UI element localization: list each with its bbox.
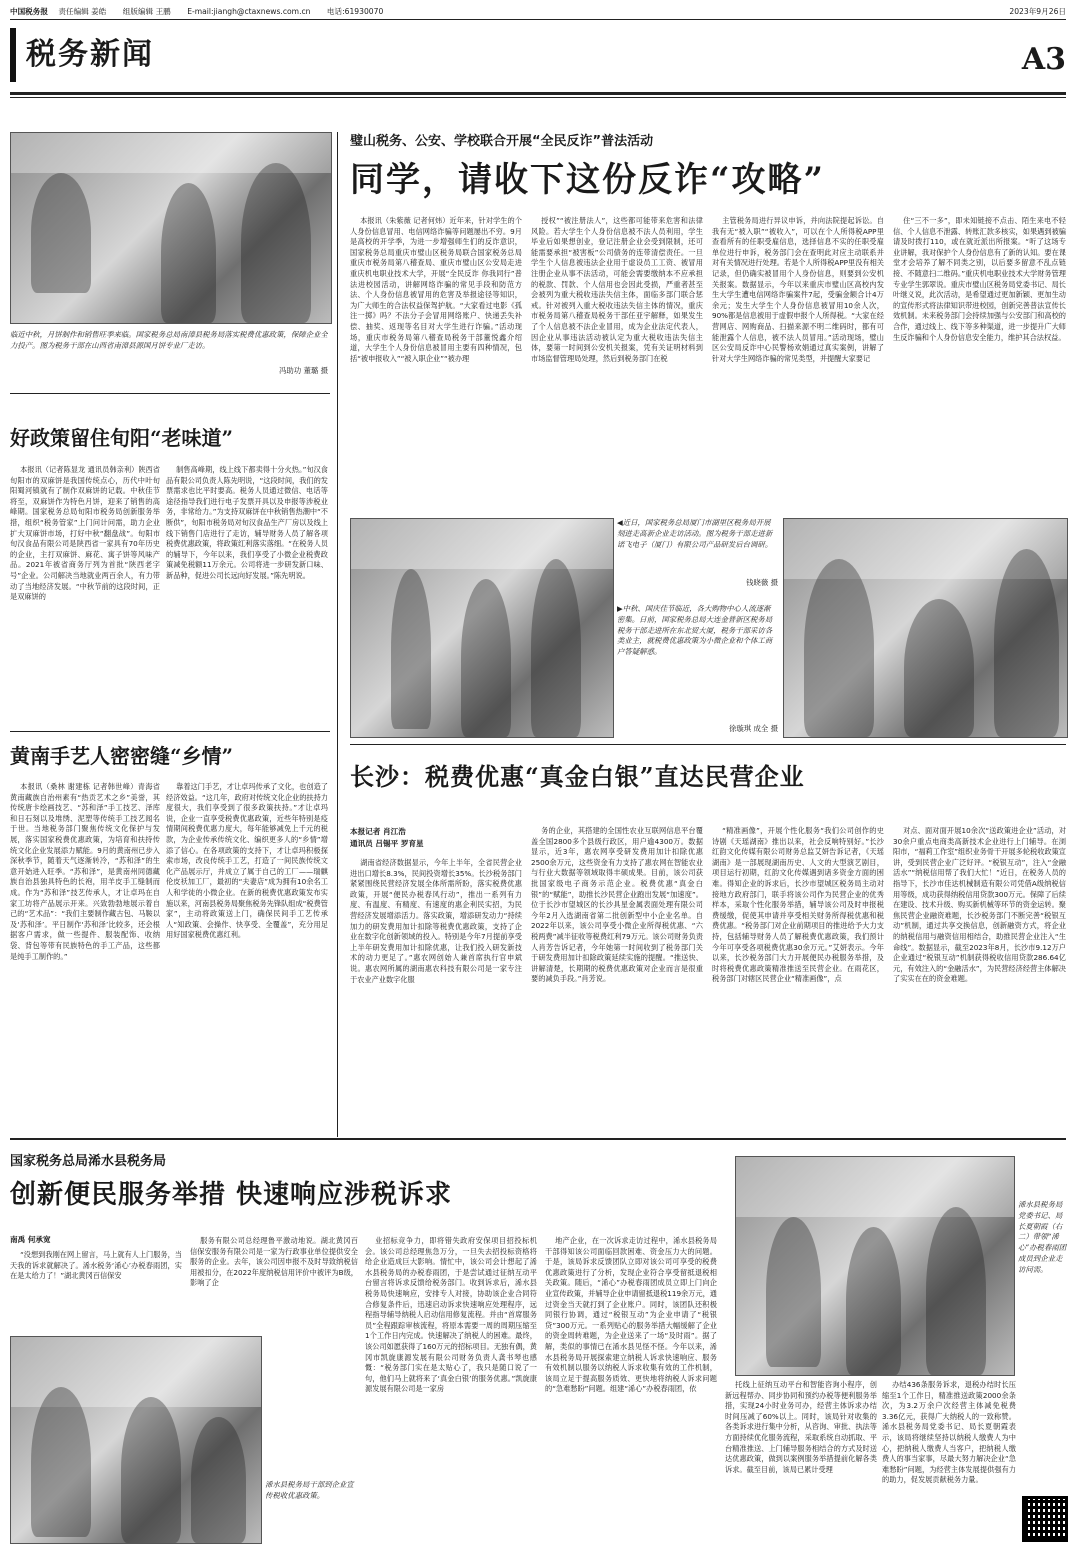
byline-changsha-1: 本报记者 肖江浩	[350, 827, 406, 836]
body-laoweidao-col1: 本报讯（记者陈显龙 通讯员韩亲利）陕西省旬阳市的双麻饼是我国传统点心，历代中叶旬阳蜀河镇就有了制作双麻饼的记载。中秋佳节将至，双麻饼作为特色月饼，迎来了销售的高峰期。国家税务总局旬阳市税务局创新服务举措，组织“税务管家”上门问计问需，助力企业扩大双麻饼市场，打好中秋“翻盘战”。旬阳市旬汉食品有限公司是陕西省一家具有70年历史的企业，主打双麻饼、麻花、寓子饼等风味产品。2021年被省商务厅列为首批“陕西老字号”企业。公司解决当地就业两百余人，有力带动了当地经济发展。“中秋节前的这段时间，正是双麻饼的	[10, 465, 160, 602]
photo-xishui-policy	[10, 1336, 262, 1544]
body-changsha-col3: “精准画像”，开展个性化服务“我们公司创作的史诗剧《天瑶湖南》推出以来，社会反响特别好。”长沙红韵文化传媒有限公司财务总监艾妍告诉记者，《天瑶湖南》是一部展现湖南历史、人文的大型演艺剧目，项目运行初期，红韵文化传媒遇到诸多资金方面的困难。得知企业的诉求后，长沙市望城区税务局主动对接地方政府部门，联手将该公司作为民营企业的优秀样本，采取个性化服务举措，辅导该公司及时申报税费缓缴，促使其申请并享受相关财务所得税优惠和税费优惠。“税务部门对企业前期项目的推进给予大力支持，包括辅导财务人员了解税费优惠政策，我们预计今年可享受各项税费优惠30余万元。”艾妍表示。今年以来，长沙税务部门大力开展便民办税服务举措，及时将税费优惠政策精准推送至民营企业。在雨花区，税务部门对辖区民营企业“精准画像”，点	[712, 826, 884, 984]
page-number: A3	[1021, 42, 1066, 77]
divider	[10, 393, 330, 394]
photo-mooncake-credit: 冯助功 董璐 摄	[278, 366, 328, 375]
byline-xishui: 南禹 何承宽	[10, 1235, 51, 1244]
byline-changsha-2: 通讯员 吕锡平 罗育星	[350, 839, 424, 848]
paper-name: 中国税务报	[10, 7, 48, 16]
body-xishui-col6: 办结436条服务诉求，退税办结时长压缩至1个工作日，精准推送政策2000余条次，为3.2万余户次经营主体减免税费3.36亿元，获得广大纳税人的一致称赞。浠水县税务局党委书记、局长夏朝霞表示，该局将继续坚持以纳税人缴费人为中心，把纳税人缴费人当客户，把纳税人缴费人的事当家事，尽最大努力解决企业“急难愁盼”问题，为经营主体发展提供强有力的助力，促发展贡献税务力量。	[882, 1380, 1016, 1485]
body-changsha-col1: 湖南省经济数据显示，今年上半年，全省民营企业进出口增长8.3%，民间投资增长35%。长沙税务部门紧紧围绕民营经济发展全体所需所盼，落实税费优惠政策，开展“便民办税春风行动”，推出一系列有力度、有温度、有精度、有速度的惠企利民实招，为民营经济发展增添活力。落实政策，增添研发动力“持续加力的研发费用加计扣除等税费优惠政策，支持了企业在数字化创新领域的投入。特别是今年7月提前享受上半年研发费用加计扣除优惠，让我们投入研发新技术的动力更足了。”惠农网创始人兼首席执行官申斌说。惠农网所属的湖南惠农科技有限公司是一家专注于农业产业数字化服	[350, 858, 522, 984]
masthead-rule	[10, 19, 1066, 20]
photo-mooncake-factory	[10, 132, 332, 324]
photo-xishui-visit-caption: 浠水县税务局党委书记、局长夏朝霞（右二）带领“浠心”办税春雨团成员到企业走访问需。	[1018, 1200, 1067, 1274]
body-xiangqing-col1: 本报讯（桑林 谢建栋 记者韩世峰）青海省黄南藏族自治州素有“热贡艺术之乡”美誉，其传统唐卡绘画技艺、“苏和泽”手工技艺、泽库和日石刻以及堆绣、泥塑等传统手工技艺闻名于世。当地税务部门聚焦传统文化保护与发展，落实国家税费优惠政策，为培育和扶持传统文化企业发展添力赋能。9月的黄南州已步入深秋季节，随着天气逐渐转冷，“苏和泽”的生意开始进入旺季。“苏和泽”，是黄南州同德藏族自治县独具特色的长袍，用羊皮手工缝制而成。作为“苏和泽”技艺传承人，才让卓玛在自家工坊将产品展示开来。兴致勃勃地展示着自己的“艺术品”：“我们主要制作藏古包、马鞍以及‘苏和泽’。平日制作‘苏和泽’比较多，还会根据客户需求，做一些提件、服装配饰、收纳袋、背包等带有民族特色的手工产品，这些都是纯手工制作的。”	[10, 782, 160, 961]
bottom-section-rule	[10, 1138, 1066, 1140]
section-rule-thick	[10, 92, 1066, 95]
headline-xiangqing: 黄南手艺人密密缝“乡情”	[10, 744, 234, 768]
photo-xiamen-credit: 钱晓薇 摄	[746, 578, 778, 587]
qr-code-icon[interactable]	[1022, 1496, 1068, 1542]
photo-dalian-credit: 徐璇琪 成全 摄	[728, 724, 778, 733]
date: 2023年9月26日	[1009, 7, 1066, 16]
section-title: 税务新闻	[10, 28, 206, 82]
email: E-mail:jiangh@ctaxnews.com.cn	[187, 7, 311, 16]
editor: 责任编辑 姜皓	[58, 7, 107, 16]
body-fanzha-col2: 授权”“被注册法人”，这些都可能带来危害和法律风险。若大学生个人身份信息被不法人员利用，学生毕业后如果想创业，登记注册企业会受到限制，还可能需要承担“被害板”公司债务的连带清偿责任。一旦学生个人信息被违法企业用于虚设员工工资、被冒用注册企业从事不法活动，可能会需要缴纳本不应承担的税款、罚款、个人信用也会因此受损，严重者甚至会被列为重大税收违法失信主体，面临多部门联合惩戒。针对被列入重大税收违法失信主体的情况，重庆市税务局第八稽查局税务干部任亚宇解释，如果发生了个人信息被不法企业冒用，成为企业法定代表人，因企业从事违法活动被认定为重大税收违法失信主体，要第一时间到公安机关报案，凭有关证明材料到市场监督管理局处理，然后到税务部门在税	[531, 216, 703, 363]
photo-xishui-policy-caption: 浠水县税务局干部到企业宣传税收优惠政策。	[265, 1480, 354, 1500]
phone: 电话:61930070	[326, 7, 384, 16]
body-xiangqing-col2: 靠着这门手艺，才让卓玛传承了文化，也创造了经济效益。“这几年，政府对传统文化企业的扶持力度很大，我们享受到了很多政策扶持。”才让卓玛说，企业一直享受税费优惠政策，近些年特别是疫情期间税费优惠力度大，每年能够减免上千元的税款，为企业传承传统文化、编织更多人的“乡情”增添了信心。在各项政策的支持下，才让卓玛积极探索市场，改良传统手工艺，打造了一间民族传统文化产品展示厅，并成立了属于自己的工厂——瑞麒伦皮袄加工厂，最初的“夫妻店”成为拥有10余名工人和学徒的小微企业。在新的税费优惠政策发布实施以来，河南县税务局聚焦税务先锋队组成“税费管家”，主动将政策送上门，确保民间手工艺传承人“知政策、会操作、快享受、全覆盖”，充分用足用好国家税费优惠红利。	[166, 782, 328, 940]
body-changsha-col4: 对点、面对面开展10余次“送政策进企业”活动，对30余户重点电商类高新技术企业进行上门辅导。在浏阳市，“福莉工作室”组织业务骨干开展多轮税收政策宣讲，受到民营企业广泛好评。“税银互动”，注入“金融活水”“纳税信用帮了我们大忙！”近日，在税务人员的指导下，长沙市佳达机械制造有限公司凭借A级纳税信用等级，成功获得纳税信用贷款300万元。保障了后续在建设、技术升级、购买新机械等环节的资金运转。聚焦民营企业融资难题，长沙税务部门不断完善“税银互动”机制，通过共享交换信息，创新融资方式，将企业的纳税信用与融资信用相结合，助推民营企业注入“生命线”。数据显示，截至2023年8月，长沙市9.12万户企业通过“税银互动”机制获得税收信用贷款286.64亿元，有效注入的“金融活水”，为民营经济经营主体解决了实实在在的资金难题。	[893, 826, 1066, 984]
body-xishui-col3: 业招标竞争力，即将错失政府安保项目招投标机会。该公司总经理焦急万分，一旦失去招投标资格将给企业造成巨大影响。情忙中，该公司会计想起了浠水县税务局的办税春雨团，于是尝试通过征纳互动平台留言将诉求反馈给税务部门。收到诉求后，浠水县税务局快速响应，安排专人对接，协助该企业合同符合修复条件后，迅速启动诉求快速响应处理程序，远程指导辅导纳税人启动信用修复流程。并由“首席服务员”全程跟踪审核流程，将原本需要一周的周期压缩至1个工作日内完成。快速解决了纳税人的困难。最终，该公司如愿获得了160万元的招标项目。无独有偶，黄冈市凯旋康源发展有限公司财务负责人龚书琴也感慨：“税务部门实在是太贴心了，我只是随口说了一句，他们马上就将来了‘真金白银’的服务优惠。”凯旋康源发展有限公司是一家房	[365, 1236, 537, 1394]
photo-xishui-visit	[735, 1156, 1015, 1376]
body-fanzha-col4: 住“三不一多”，即未知链接不点击、陌生来电不轻信、个人信息不泄露、转账汇款多核实，如果遇到被骗请及时拨打110，或在就近派出所报案。“听了这场专业讲解，我对保护个人身份信息有了新的认知。要在课堂才会培养了解不同类之别，以后要多留意不乱点链接、不随意扫二维码。”重庆机电职业技术大学财务管理专业学生郭翠说。重庆市璧山区税务局党委书记、局长叶继义说，此次活动，是希望通过更加新颖、更加生动的宣传形式将法律知识带进校园，创新完善普法宣传长效机制。未来税务部门会持续加强与公安部门和高校的合作，通过线上、线下等多种渠道，进一步提升广大师生反诈骗和个人身份信息安全能力，维护其合法权益。	[893, 216, 1066, 342]
body-xishui-col2: 服务有限公司总经理鲁平激动地说。湖北黄冈百信保安服务有限公司是一家为行政事业单位提供安全服务的企业。去年，该公司因申报不及时导致纳税信用被扣分，在2022年度纳税信用评价中被评为B级，影响了企	[190, 1236, 358, 1288]
body-xishui-col4: 地产企业，在一次诉求走访过程中，浠水县税务局干部得知该公司面临回款困难、资金压力大的问题。于是，该局诉求反馈团队立即对该公司可享受的税费优惠政策进行了分析，发现企业符合享受留抵退税相关政策。随后，“浠心”办税春雨团成员立即上门向企业宣传政策，并辅导企业申请留抵退税119余万元，通过资金当天就打到了企业账户。同时，该团队还积极同银行协调，通过“税银互动”为企业申请了“税银贷”300万元。一系列贴心的服务举措大幅缓解了企业的资金周转难题，为企业送来了一场“及时雨”。据了解，类似的事情已在浠水县见怪不怪。今年以来，浠水县税务局开展探索建立纳税人诉求快速响应、服务有效机制以服务以纳税人诉求收集有效的工作机制，该局立足于提高服务质效、更快地将纳税人诉求问题的“急难愁盼”问题。组建“浠心”办税春雨团，依	[545, 1236, 717, 1394]
photo-mooncake-caption: 临近中秋，月饼制作和销售旺季来临。国家税务总局南漳县税务局落实税费优惠政策，保障企业全力投产。图为税务干部在山西省南漳县源国月饼专业厂走访。	[10, 330, 328, 350]
section-rule-thin	[10, 97, 1066, 98]
body-fanzha-col1: 本报讯（朱紫薇 记者何炜）近年来，针对学生的个人身份信息冒用、电信网络诈骗等问题屡出不穷。9月是高校的开学季，为进一步增强师生们的反诈意识，国家税务总局重庆市璧山区税务局联合国家税务总局重庆市税务局第八稽查局、重庆市璧山区公安局走进重庆机电职业技术大学，开展“全民反诈 你我同行”普法进校园活动，讲解网络诈骗的常见手段和防范方法、个人身份信息被冒用的危害及举报途径等知识，为广大师生的合法权益保驾护航。“大家看过电影《孤注一掷》吗？不法分子会冒用网络账户、快递丢失补偿、抽奖、返现等名目对大学生进行诈骗。”活动现场，重庆市税务局第八稽查局税务干部董悦鑫介绍道，大学生个人身份信息被冒用主要有四种情况，包括“被申报收入”“被入职企业”“被办理	[350, 216, 522, 363]
headline-fanzha: 同学，请收下这份反诈“攻略”	[350, 160, 826, 200]
body-xishui-col5: 托线上征纳互动平台和智能咨询小程序，创新远程帮办、同步协同和预约办税等便利服务举措，实现24小时业务可办，经营主体诉求办结时间压减了60%以上。同时，该局针对收集的各类诉求进行集中分析，从咨询、审批、执法等方面持续优化服务流程，采取系统自动抓取、平台精准推送、上门辅导服务相结合的方式及时送达优惠政策，做到以案例服务举措提前化解各类诉求。截至目前，该局已累计受理	[725, 1380, 877, 1474]
photo-dalian-mall	[783, 518, 1068, 738]
body-laoweidao-col2: 制售高峰期，线上线下都卖得十分火热。”旬汉食品有限公司负责人陈先明说，“这段时间，我们的发票需求也比平时要高。税务人员通过微信、电话等途径指导我们进行电子发票开具以及申报等涉税业务，非常给力。”为支持双麻饼在中秋销售热潮中“不断供”，旬阳市税务局对旬汉食品生产厂房以及线上线下销售门店进行了走访，辅导财务人员了解各项税费优惠政策，将政策红利落实落细。“在税务人员的辅导下，今年以来，我们享受了小微企业税费政策减免税额11万余元。公司将进一步研发新口味、新品种，促进公司长远向好发展。”陈先明说。	[166, 465, 328, 580]
divider	[10, 731, 330, 732]
headline-changsha: 长沙：税费优惠“真金白银”直达民营企业	[350, 762, 805, 791]
headline-xishui: 创新便民服务举措 快速响应涉税诉求	[10, 1180, 453, 1210]
photo-xiamen-visit	[350, 518, 614, 738]
photo-xiamen-caption: ◀近日，国家税务总局厦门市湖里区税务局开展刻进走高新企业走访活动。图为税务干部走进新诺飞电子（厦门）有限公司产品研发后台调研。	[617, 518, 773, 549]
body-xishui-col1: “没想到我刚在网上留言，马上就有人上门服务，当天我的诉求就解决了。浠水税务‘浠心’办税春雨团，实在是太给力了！”湖北黄冈百信保安	[10, 1250, 182, 1281]
kicker-xishui: 国家税务总局浠水县税务局	[10, 1154, 167, 1169]
body-fanzha-col3: 主管税务局进行异议申诉，并向法院提起诉讼。自我有无“被入职”“被收入”，可以在个人所得税APP里查看所有的任职受雇信息，选择信息不实的任职受雇单位进行申诉，税务部门会在查明此对应主动联系并对有关情况进行处理。若是个人所得税APP里没有相关记录，但仍确实被冒用个人身份信息，则要到公安机关报案。数据显示，今年以来重庆市璧山区高校内发生大学生遭电信网络诈骗案件7起，受骗金额合计4万余元；发生大学生个人身份信息被冒用10余人次，90%都是信息被用于虚假申报个人所得税。“大家在经营网店、网购商品、扫描来源不明二维码时，都有可能泄露个人信息，被不法人员冒用。”活动现场，璧山区公安局反诈中心民警杨欢娟通过真实案例，讲解了针对大学生网络诈骗的常见类型，并提醒大家要记	[712, 216, 884, 363]
body-changsha-col2: 务的企业，其搭建的全国性农业互联网信息平台覆盖全国2800多个县级行政区，用户逾4300万。数据显示，近3年，惠农网享受研发费用加计扣除优惠2500余万元，这些资金有力支持了惠农网在智能农业与行业大数据等领域取得丰硕成果。目前，该公司获批国家级电子商务示范企业。税费优惠“真金白银”的“赋能”，助推长沙民营企业跑出发展“加速度”。位于长沙市望城区的长沙具星金属表面处理有限公司今年2月入选湖南省第二批创新型中小企业名单。自2022年以来，该公司享受小微企业所得税优惠、“六税两费”减半征收等税费红利79万元。该公司财务负责人肖芳告诉记者，今年她第一时间收到了税务部门关于研发费用加计扣除政策延续实施的提醒。“推送快、讲解清楚，长期期的税费优惠政策对企业而言是很重要的减负手段。”肖芳说。	[531, 826, 703, 984]
designer: 组版编辑 王鹏	[122, 7, 171, 16]
headline-laoweidao: 好政策留住旬阳“老味道”	[10, 426, 234, 450]
column-divider	[337, 132, 338, 1137]
masthead-line	[10, 6, 1066, 18]
photo-dalian-caption: ▶中秋、国庆佳节临近，各大购物中心人流逐渐密集。日前，国家税务总局大连金普新区税务局税务干部走进所在东北贸大厦，税务干部采访各类业主，就税费优惠政策为小微企业和个体工商户答疑解惑。	[617, 604, 773, 657]
divider	[350, 744, 1066, 745]
kicker-fanzha: 璧山税务、公安、学校联合开展“全民反诈”普法活动	[350, 134, 654, 149]
